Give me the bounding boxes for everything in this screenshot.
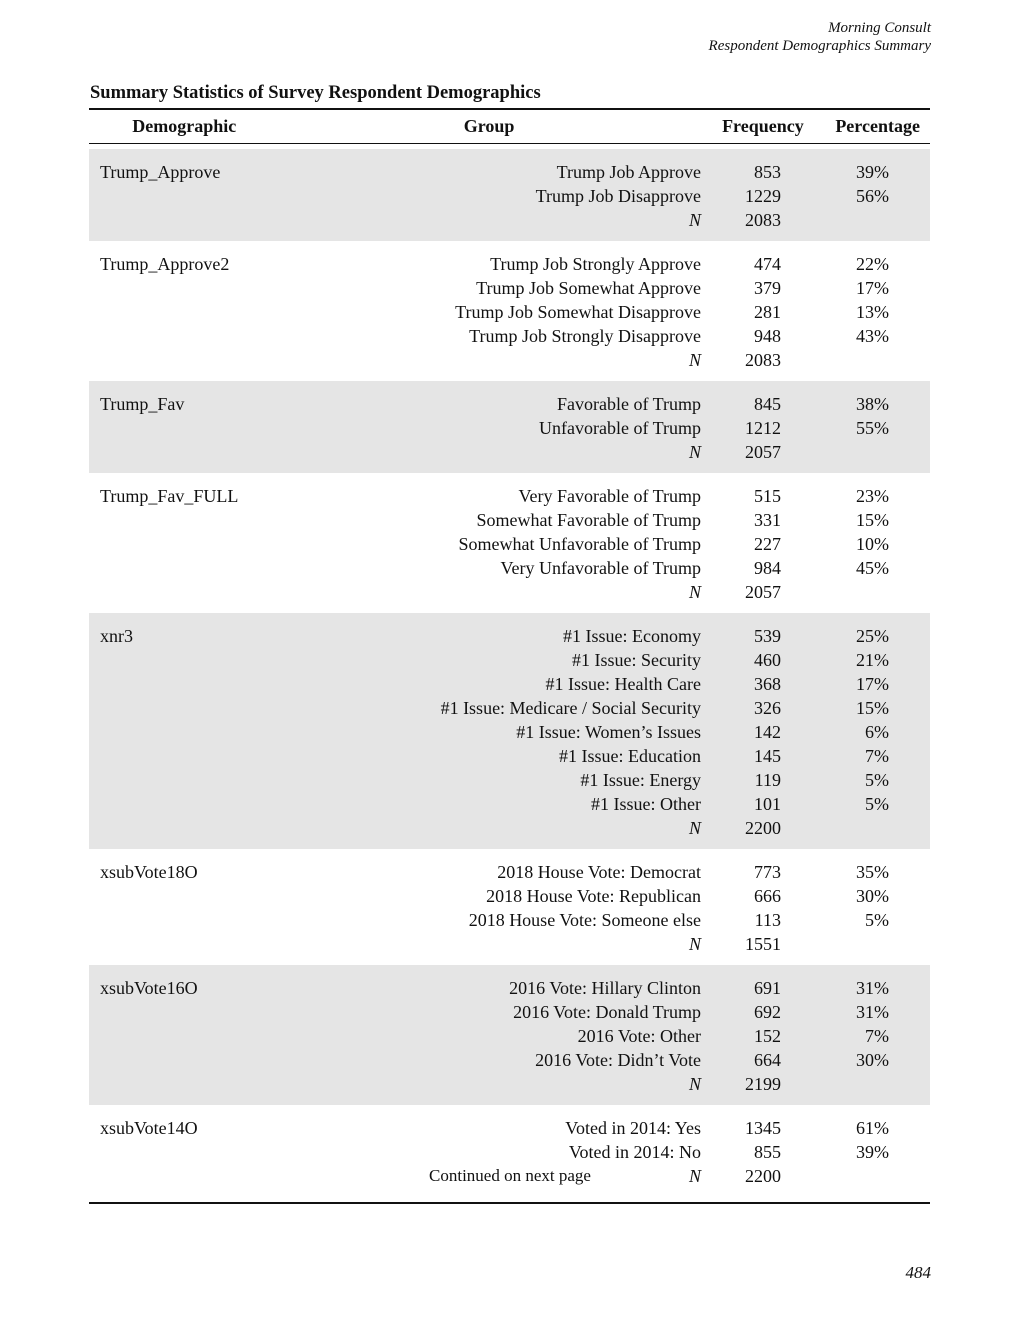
demographic-cell bbox=[89, 348, 389, 372]
n-total-cell: 2057 bbox=[745, 582, 781, 602]
demographic-cell bbox=[89, 440, 389, 464]
column-header-demographic: Demographic bbox=[132, 116, 237, 136]
demographic-block bbox=[89, 965, 930, 1105]
group-cell: Trump Job Somewhat Approve bbox=[476, 278, 701, 298]
demographic-cell bbox=[89, 648, 389, 672]
n-total-cell: 2083 bbox=[745, 210, 781, 230]
n-total-cell: 2200 bbox=[745, 818, 781, 838]
percentage-cell bbox=[781, 440, 889, 464]
table-row-n-total bbox=[89, 816, 930, 840]
n-label: N bbox=[688, 582, 701, 602]
table-row bbox=[89, 508, 930, 532]
demographic-cell bbox=[89, 672, 389, 696]
percentage-cell: 15% bbox=[856, 698, 889, 718]
percentage-cell: 22% bbox=[856, 254, 889, 274]
demographic-cell bbox=[89, 768, 389, 792]
frequency-cell: 474 bbox=[754, 254, 781, 274]
demographic-cell: xsubVote14O bbox=[100, 1118, 198, 1138]
table-row bbox=[89, 672, 930, 696]
group-cell: Somewhat Favorable of Trump bbox=[476, 510, 701, 530]
percentage-cell bbox=[781, 580, 889, 604]
demographic-cell bbox=[89, 508, 389, 532]
table-row bbox=[89, 908, 930, 932]
demographic-cell bbox=[89, 720, 389, 744]
continued-note: Continued on next page bbox=[429, 1166, 591, 1185]
demographic-cell bbox=[89, 300, 389, 324]
table-row bbox=[89, 648, 930, 672]
percentage-cell bbox=[781, 348, 889, 372]
table-row bbox=[89, 160, 930, 184]
frequency-cell: 845 bbox=[754, 394, 781, 414]
demographic-cell bbox=[89, 532, 389, 556]
demographic-cell bbox=[89, 1140, 389, 1164]
percentage-cell: 7% bbox=[865, 746, 889, 766]
table-row-n-total bbox=[89, 440, 930, 464]
table-row bbox=[89, 1116, 930, 1140]
group-cell: #1 Issue: Health Care bbox=[545, 674, 701, 694]
n-total-cell: 1551 bbox=[745, 934, 781, 954]
group-cell: #1 Issue: Security bbox=[572, 650, 701, 670]
group-cell: Very Favorable of Trump bbox=[518, 486, 701, 506]
table-body bbox=[89, 149, 930, 1197]
n-label: N bbox=[688, 1074, 701, 1094]
n-total-cell: 2083 bbox=[745, 350, 781, 370]
percentage-cell: 35% bbox=[856, 862, 889, 882]
table-row bbox=[89, 744, 930, 768]
percentage-cell: 56% bbox=[856, 186, 889, 206]
group-cell: #1 Issue: Women’s Issues bbox=[516, 722, 701, 742]
table-row bbox=[89, 696, 930, 720]
table-row bbox=[89, 392, 930, 416]
demographic-block bbox=[89, 241, 930, 381]
percentage-cell: 39% bbox=[856, 1142, 889, 1162]
table-row bbox=[89, 1024, 930, 1048]
percentage-cell bbox=[781, 208, 889, 232]
percentage-cell: 5% bbox=[865, 910, 889, 930]
frequency-cell: 984 bbox=[754, 558, 781, 578]
demographic-block bbox=[89, 149, 930, 241]
table-row bbox=[89, 1000, 930, 1024]
demographic-block bbox=[89, 381, 930, 473]
n-total-cell: 2199 bbox=[745, 1074, 781, 1094]
percentage-cell: 45% bbox=[856, 558, 889, 578]
frequency-cell: 379 bbox=[754, 278, 781, 298]
percentage-cell bbox=[781, 816, 889, 840]
group-cell: Unfavorable of Trump bbox=[539, 418, 701, 438]
group-cell: 2016 Vote: Donald Trump bbox=[513, 1002, 701, 1022]
frequency-cell: 227 bbox=[754, 534, 781, 554]
frequency-cell: 855 bbox=[754, 1142, 781, 1162]
frequency-cell: 773 bbox=[754, 862, 781, 882]
column-header-group: Group bbox=[463, 116, 515, 136]
n-label: N bbox=[688, 818, 701, 838]
page-number: 484 bbox=[905, 1263, 931, 1282]
frequency-cell: 666 bbox=[754, 886, 781, 906]
frequency-cell: 142 bbox=[754, 722, 781, 742]
group-cell: #1 Issue: Medicare / Social Security bbox=[440, 698, 701, 718]
table-row bbox=[89, 792, 930, 816]
percentage-cell: 10% bbox=[856, 534, 889, 554]
demographic-cell: Trump_Approve2 bbox=[100, 254, 230, 274]
group-cell: 2018 House Vote: Republican bbox=[486, 886, 701, 906]
frequency-cell: 853 bbox=[754, 162, 781, 182]
demographic-cell bbox=[89, 884, 389, 908]
table-row bbox=[89, 184, 930, 208]
n-total-cell: 2057 bbox=[745, 442, 781, 462]
percentage-cell: 38% bbox=[856, 394, 889, 414]
percentage-cell: 55% bbox=[856, 418, 889, 438]
demographics-table bbox=[89, 108, 930, 1204]
n-total-cell: 2200 bbox=[745, 1166, 781, 1186]
table-row bbox=[89, 860, 930, 884]
table-row bbox=[89, 300, 930, 324]
demographic-cell bbox=[89, 324, 389, 348]
header-document-title: Respondent Demographics Summary bbox=[708, 38, 931, 54]
percentage-cell: 6% bbox=[865, 722, 889, 742]
group-cell: Trump Job Approve bbox=[556, 162, 701, 182]
demographic-cell bbox=[89, 816, 389, 840]
frequency-cell: 539 bbox=[754, 626, 781, 646]
table-row bbox=[89, 532, 930, 556]
frequency-cell: 948 bbox=[754, 326, 781, 346]
group-cell: Trump Job Strongly Disapprove bbox=[469, 326, 701, 346]
frequency-cell: 113 bbox=[754, 910, 781, 930]
group-cell: 2016 Vote: Other bbox=[577, 1026, 701, 1046]
table-row bbox=[89, 720, 930, 744]
column-header-percentage: Percentage bbox=[835, 116, 920, 136]
table-row bbox=[89, 484, 930, 508]
demographic-block bbox=[89, 849, 930, 965]
table-row bbox=[89, 276, 930, 300]
demographic-block bbox=[89, 473, 930, 613]
frequency-cell: 1345 bbox=[745, 1118, 781, 1138]
demographic-cell bbox=[89, 580, 389, 604]
percentage-cell: 31% bbox=[856, 1002, 889, 1022]
percentage-cell: 61% bbox=[856, 1118, 889, 1138]
table-row bbox=[89, 1048, 930, 1072]
demographic-cell: xnr3 bbox=[100, 626, 133, 646]
group-cell: 2016 Vote: Hillary Clinton bbox=[509, 978, 701, 998]
frequency-cell: 664 bbox=[754, 1050, 781, 1070]
table-row bbox=[89, 324, 930, 348]
n-label: N bbox=[688, 934, 701, 954]
percentage-cell: 7% bbox=[865, 1026, 889, 1046]
table-row bbox=[89, 624, 930, 648]
percentage-cell: 39% bbox=[856, 162, 889, 182]
n-label: N bbox=[688, 442, 701, 462]
demographic-cell: xsubVote16O bbox=[100, 978, 198, 998]
table-row bbox=[89, 252, 930, 276]
group-cell: 2016 Vote: Didn’t Vote bbox=[535, 1050, 701, 1070]
table-row-n-total bbox=[89, 1072, 930, 1096]
table-row bbox=[89, 768, 930, 792]
percentage-cell: 13% bbox=[856, 302, 889, 322]
demographic-cell: xsubVote18O bbox=[100, 862, 198, 882]
frequency-cell: 152 bbox=[754, 1026, 781, 1046]
percentage-cell: 5% bbox=[865, 770, 889, 790]
demographic-cell bbox=[89, 744, 389, 768]
frequency-cell: 281 bbox=[754, 302, 781, 322]
group-cell: Voted in 2014: No bbox=[568, 1142, 701, 1162]
percentage-cell: 5% bbox=[865, 794, 889, 814]
table-row bbox=[89, 1140, 930, 1164]
percentage-cell: 23% bbox=[856, 486, 889, 506]
demographic-cell bbox=[89, 208, 389, 232]
group-cell: Very Unfavorable of Trump bbox=[500, 558, 701, 578]
group-cell: Trump Job Strongly Approve bbox=[490, 254, 701, 274]
demographic-cell bbox=[89, 792, 389, 816]
table-row bbox=[89, 556, 930, 580]
group-cell: Trump Job Somewhat Disapprove bbox=[455, 302, 701, 322]
demographic-cell: Trump_Fav bbox=[100, 394, 185, 414]
demographic-cell bbox=[89, 1000, 389, 1024]
table-bottom-rule bbox=[89, 1202, 930, 1204]
percentage-cell: 25% bbox=[856, 626, 889, 646]
table-row-n-total bbox=[89, 580, 930, 604]
frequency-cell: 460 bbox=[754, 650, 781, 670]
frequency-cell: 1229 bbox=[745, 186, 781, 206]
percentage-cell: 30% bbox=[856, 886, 889, 906]
frequency-cell: 119 bbox=[754, 770, 781, 790]
n-label: N bbox=[688, 350, 701, 370]
demographic-cell bbox=[89, 696, 389, 720]
table-row-n-total bbox=[89, 348, 930, 372]
percentage-cell: 31% bbox=[856, 978, 889, 998]
frequency-cell: 1212 bbox=[745, 418, 781, 438]
demographic-cell bbox=[89, 416, 389, 440]
table-header-row bbox=[89, 110, 930, 144]
header-publisher: Morning Consult bbox=[828, 20, 931, 36]
percentage-cell: 43% bbox=[856, 326, 889, 346]
group-cell: Voted in 2014: Yes bbox=[565, 1118, 701, 1138]
percentage-cell: 17% bbox=[856, 278, 889, 298]
demographic-cell bbox=[89, 1072, 389, 1096]
percentage-cell bbox=[781, 932, 889, 956]
n-label: N bbox=[688, 1166, 701, 1186]
table-row bbox=[89, 884, 930, 908]
frequency-cell: 145 bbox=[754, 746, 781, 766]
demographic-cell bbox=[89, 556, 389, 580]
table-row-n-total bbox=[89, 932, 930, 956]
frequency-cell: 331 bbox=[754, 510, 781, 530]
page-header bbox=[709, 19, 931, 55]
n-label: N bbox=[688, 210, 701, 230]
demographic-cell: Trump_Approve bbox=[100, 162, 221, 182]
group-cell: #1 Issue: Other bbox=[591, 794, 701, 814]
group-cell: Trump Job Disapprove bbox=[535, 186, 701, 206]
demographic-cell: Trump_Fav_FULL bbox=[100, 486, 239, 506]
demographic-cell bbox=[89, 908, 389, 932]
table-row bbox=[89, 976, 930, 1000]
group-cell: #1 Issue: Energy bbox=[580, 770, 701, 790]
column-header-frequency: Frequency bbox=[722, 116, 804, 136]
table-title: Summary Statistics of Survey Respondent Demographics bbox=[90, 83, 541, 103]
frequency-cell: 101 bbox=[754, 794, 781, 814]
frequency-cell: 326 bbox=[754, 698, 781, 718]
percentage-cell: 17% bbox=[856, 674, 889, 694]
frequency-cell: 515 bbox=[754, 486, 781, 506]
percentage-cell: 15% bbox=[856, 510, 889, 530]
demographic-cell bbox=[89, 1048, 389, 1072]
frequency-cell: 692 bbox=[754, 1002, 781, 1022]
group-cell: #1 Issue: Economy bbox=[563, 626, 701, 646]
demographic-block bbox=[89, 613, 930, 849]
table-row bbox=[89, 416, 930, 440]
demographic-cell bbox=[89, 184, 389, 208]
group-cell: Favorable of Trump bbox=[557, 394, 701, 414]
percentage-cell: 21% bbox=[856, 650, 889, 670]
demographic-cell bbox=[89, 932, 389, 956]
demographic-cell bbox=[89, 1024, 389, 1048]
demographic-cell bbox=[89, 276, 389, 300]
group-cell: Somewhat Unfavorable of Trump bbox=[458, 534, 701, 554]
frequency-cell: 691 bbox=[754, 978, 781, 998]
group-cell: 2018 House Vote: Someone else bbox=[468, 910, 701, 930]
percentage-cell bbox=[781, 1072, 889, 1096]
table-row-n-total bbox=[89, 208, 930, 232]
group-cell: 2018 House Vote: Democrat bbox=[497, 862, 701, 882]
frequency-cell: 368 bbox=[754, 674, 781, 694]
percentage-cell: 30% bbox=[856, 1050, 889, 1070]
group-cell: #1 Issue: Education bbox=[559, 746, 701, 766]
